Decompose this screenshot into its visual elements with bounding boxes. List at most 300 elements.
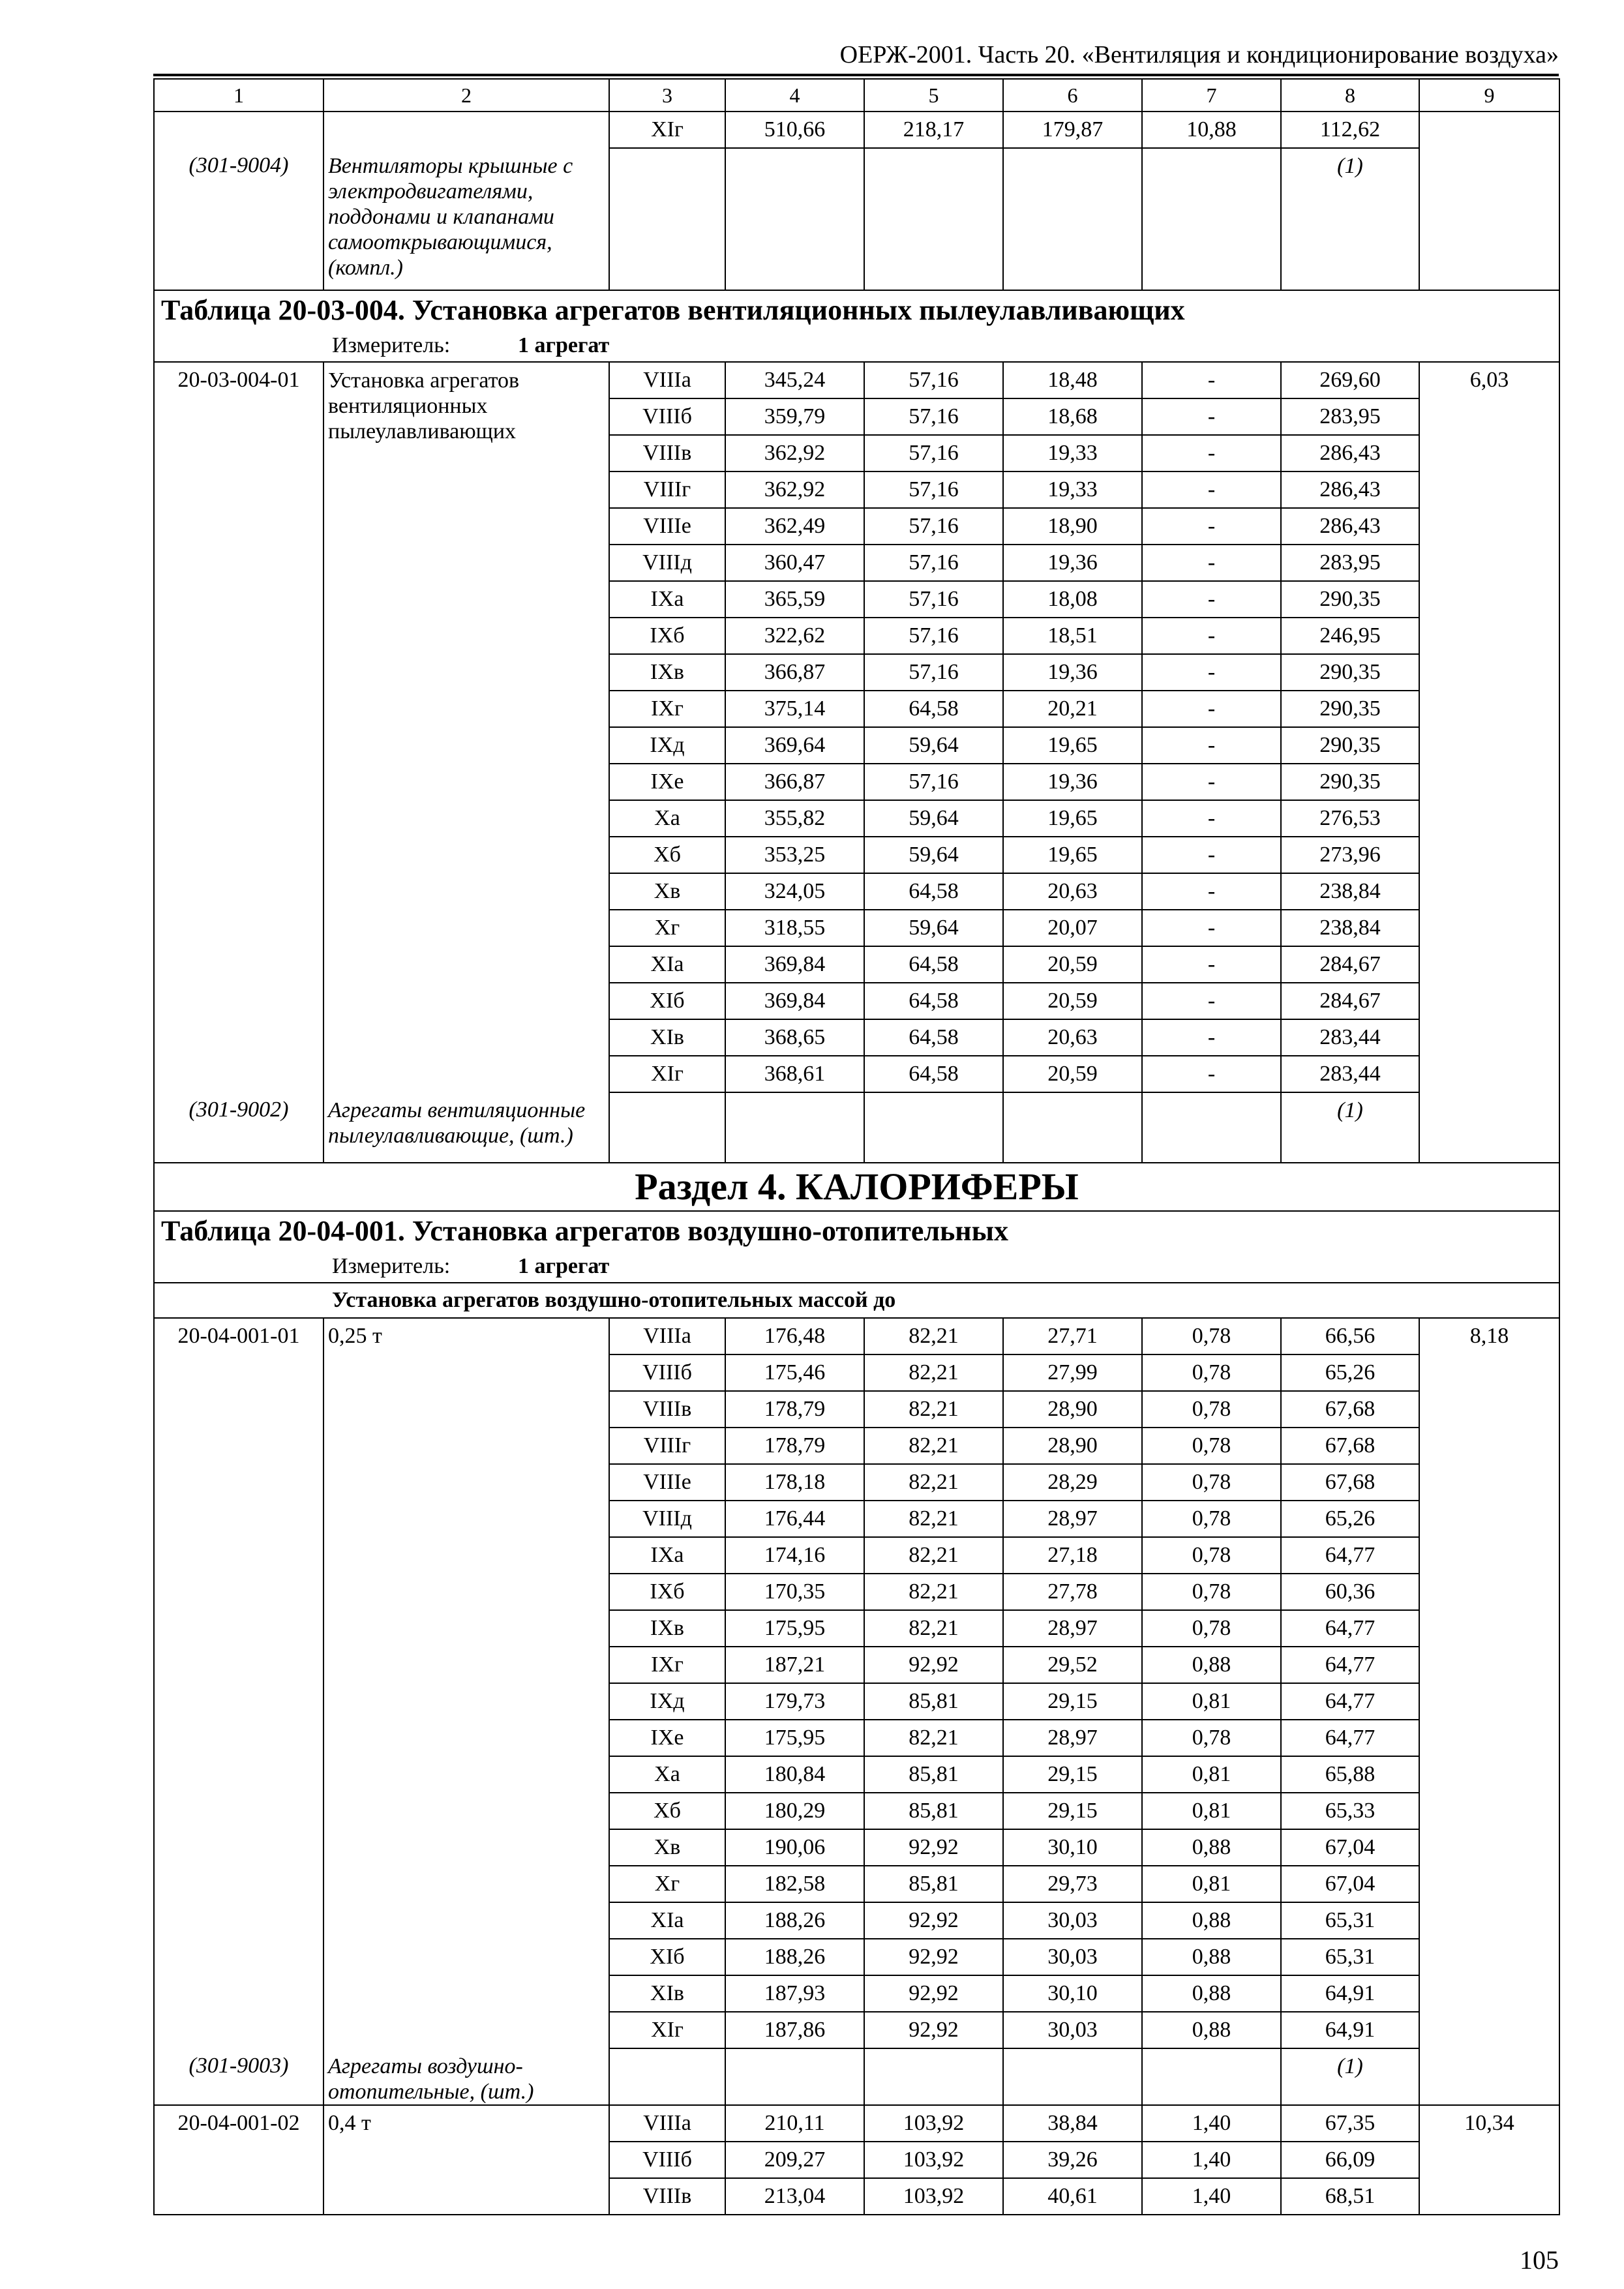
value-cell: 365,59	[725, 581, 864, 618]
value-cell: 0,78	[1142, 1318, 1281, 1354]
value-cell: 20,07	[1003, 910, 1142, 946]
value-cell: 64,77	[1281, 1720, 1419, 1756]
zone-cell: IXб	[609, 618, 725, 654]
value-cell: 0,78	[1142, 1537, 1281, 1574]
value-cell: 1,40	[1142, 2142, 1281, 2178]
subheading: Установка агрегатов воздушно-отопительных массой до	[154, 1283, 1559, 1318]
value-cell: -	[1142, 1019, 1281, 1056]
value-cell: 20,59	[1003, 1056, 1142, 1092]
value-cell: -	[1142, 910, 1281, 946]
table-title: Таблица 20-03-004. Установка агрегатов вентиляционных пылеулавливающих	[154, 290, 1559, 330]
value-cell: 176,44	[725, 1501, 864, 1537]
column-number-row	[154, 79, 1559, 112]
value-cell: 18,90	[1003, 508, 1142, 545]
value-cell: 0,78	[1142, 1464, 1281, 1501]
value-cell: 182,58	[725, 1866, 864, 1902]
measure	[154, 1251, 1559, 1283]
value-cell: 210,11	[725, 2105, 864, 2142]
value-cell: 375,14	[725, 691, 864, 727]
value-cell: 67,35	[1281, 2105, 1419, 2142]
value-cell: 510,66	[725, 112, 864, 148]
value-cell: 92,92	[864, 1939, 1003, 1975]
table-title-row	[154, 290, 1559, 330]
zone-cell: IXе	[609, 764, 725, 800]
item-c9: 10,34	[1419, 2105, 1559, 2215]
value-cell: 29,15	[1003, 1793, 1142, 1829]
value-cell: 92,92	[864, 1902, 1003, 1939]
zone-cell: IXа	[609, 581, 725, 618]
value-cell: 1,40	[1142, 2105, 1281, 2142]
value-cell: 29,15	[1003, 1683, 1142, 1720]
table-body	[154, 79, 1559, 2215]
value-cell: 18,51	[1003, 618, 1142, 654]
item-name: Установка агрегатов вентиляционных пылеулавливающих	[323, 362, 609, 1092]
value-cell: 19,33	[1003, 435, 1142, 471]
value-cell: 30,10	[1003, 1829, 1142, 1866]
value-cell: 103,92	[864, 2105, 1003, 2142]
value-cell: 67,04	[1281, 1866, 1419, 1902]
value-cell: 283,95	[1281, 398, 1419, 435]
value-cell: 286,43	[1281, 471, 1419, 508]
value-cell: 64,58	[864, 873, 1003, 910]
empty-cell	[725, 2048, 864, 2105]
value-cell: 57,16	[864, 618, 1003, 654]
value-cell: 218,17	[864, 112, 1003, 148]
resource-code: (301-9003)	[154, 2048, 323, 2105]
value-cell: 18,68	[1003, 398, 1142, 435]
price-table	[153, 78, 1560, 2215]
value-cell: -	[1142, 837, 1281, 873]
value-cell: 59,64	[864, 800, 1003, 837]
value-cell: 92,92	[864, 2012, 1003, 2048]
value-cell: 82,21	[864, 1501, 1003, 1537]
value-cell: 57,16	[864, 362, 1003, 398]
empty-cell	[609, 148, 725, 290]
column-number: 1	[154, 79, 323, 112]
empty-cell	[725, 1092, 864, 1163]
value-cell: 0,81	[1142, 1866, 1281, 1902]
value-cell: 67,68	[1281, 1428, 1419, 1464]
value-cell: 30,03	[1003, 2012, 1142, 2048]
value-cell: 57,16	[864, 581, 1003, 618]
value-cell: 283,95	[1281, 545, 1419, 581]
empty-cell	[1142, 148, 1281, 290]
value-cell: 28,97	[1003, 1501, 1142, 1537]
zone-cell: Xг	[609, 910, 725, 946]
value-cell: 175,95	[725, 1610, 864, 1647]
value-cell: 0,81	[1142, 1756, 1281, 1793]
value-cell: 190,06	[725, 1829, 864, 1866]
value-cell: 57,16	[864, 435, 1003, 471]
zone-cell: VIIIв	[609, 2178, 725, 2215]
value-cell: 283,44	[1281, 1019, 1419, 1056]
column-number: 3	[609, 79, 725, 112]
value-cell: -	[1142, 471, 1281, 508]
column-number: 6	[1003, 79, 1142, 112]
value-cell: 64,58	[864, 946, 1003, 983]
value-cell: 82,21	[864, 1537, 1003, 1574]
measure-row	[154, 330, 1559, 362]
value-cell: 27,18	[1003, 1537, 1142, 1574]
measure-unit: 1 агрегат	[518, 1254, 610, 1278]
value-cell: 40,61	[1003, 2178, 1142, 2215]
resource-row	[154, 2048, 1559, 2105]
value-cell: 19,33	[1003, 471, 1142, 508]
table-title-row	[154, 1211, 1559, 1251]
column-number: 2	[323, 79, 609, 112]
item-c9: 6,03	[1419, 362, 1559, 1163]
value-cell: 66,56	[1281, 1318, 1419, 1354]
zone-cell: VIIIв	[609, 435, 725, 471]
value-cell: -	[1142, 581, 1281, 618]
resource-row	[154, 148, 1559, 290]
value-cell: -	[1142, 618, 1281, 654]
value-cell: 82,21	[864, 1318, 1003, 1354]
value-cell: 92,92	[864, 1829, 1003, 1866]
value-cell: 64,77	[1281, 1647, 1419, 1683]
value-cell: 290,35	[1281, 691, 1419, 727]
value-cell: 0,88	[1142, 2012, 1281, 2048]
value-cell: 27,99	[1003, 1354, 1142, 1391]
value-cell: 65,26	[1281, 1354, 1419, 1391]
zone-cell: IXг	[609, 1647, 725, 1683]
page-header: ОЕРЖ-2001. Часть 20. «Вентиляция и кондиционирование воздуха»	[839, 41, 1559, 68]
resource-code: (301-9004)	[154, 148, 323, 290]
value-cell: -	[1142, 545, 1281, 581]
header-rule	[153, 74, 1559, 76]
value-cell: 0,78	[1142, 1501, 1281, 1537]
value-cell: 188,26	[725, 1939, 864, 1975]
empty-cell	[1142, 2048, 1281, 2105]
measure-label: Измеритель:	[332, 333, 451, 357]
value-cell: 187,21	[725, 1647, 864, 1683]
value-cell: 19,65	[1003, 800, 1142, 837]
value-cell: 103,92	[864, 2178, 1003, 2215]
table-title: Таблица 20-04-001. Установка агрегатов воздушно-отопительных	[154, 1211, 1559, 1251]
empty-cell	[154, 112, 323, 148]
value-cell: 0,78	[1142, 1610, 1281, 1647]
table-row	[154, 2105, 1559, 2142]
zone-cell: VIIIд	[609, 1501, 725, 1537]
value-cell: 178,79	[725, 1428, 864, 1464]
value-cell: 355,82	[725, 800, 864, 837]
value-cell: 57,16	[864, 508, 1003, 545]
resource-name: Агрегаты вентиляционные пылеулавливающие, (шт.)	[323, 1092, 609, 1163]
value-cell: -	[1142, 362, 1281, 398]
value-cell: -	[1142, 727, 1281, 764]
value-cell: 92,92	[864, 1647, 1003, 1683]
zone-cell: XIа	[609, 946, 725, 983]
value-cell: 28,97	[1003, 1610, 1142, 1647]
empty-cell	[864, 1092, 1003, 1163]
item-name: 0,4 т	[323, 2105, 609, 2215]
value-cell: 276,53	[1281, 800, 1419, 837]
column-number: 7	[1142, 79, 1281, 112]
value-cell: 57,16	[864, 764, 1003, 800]
value-cell: 57,16	[864, 654, 1003, 691]
value-cell: 246,95	[1281, 618, 1419, 654]
value-cell: 362,92	[725, 435, 864, 471]
value-cell: 0,78	[1142, 1428, 1281, 1464]
empty-cell	[864, 148, 1003, 290]
value-cell: 238,84	[1281, 873, 1419, 910]
measure-row	[154, 1251, 1559, 1283]
value-cell: 64,58	[864, 1019, 1003, 1056]
table-row	[154, 112, 1559, 148]
value-cell: 180,29	[725, 1793, 864, 1829]
column-number: 5	[864, 79, 1003, 112]
value-cell: 59,64	[864, 837, 1003, 873]
value-cell: 82,21	[864, 1464, 1003, 1501]
value-cell: 85,81	[864, 1756, 1003, 1793]
resource-qty: (1)	[1281, 148, 1419, 290]
value-cell: 213,04	[725, 2178, 864, 2215]
value-cell: 57,16	[864, 471, 1003, 508]
value-cell: 65,33	[1281, 1793, 1419, 1829]
zone-cell: XIв	[609, 1019, 725, 1056]
zone-cell: VIIIа	[609, 2105, 725, 2142]
value-cell: -	[1142, 691, 1281, 727]
value-cell: 18,48	[1003, 362, 1142, 398]
value-cell: 178,79	[725, 1391, 864, 1428]
value-cell: 0,88	[1142, 1939, 1281, 1975]
value-cell: -	[1142, 508, 1281, 545]
value-cell: 290,35	[1281, 581, 1419, 618]
empty-cell	[1003, 2048, 1142, 2105]
value-cell: 18,08	[1003, 581, 1142, 618]
value-cell: 85,81	[864, 1683, 1003, 1720]
value-cell: 20,59	[1003, 946, 1142, 983]
value-cell: 28,90	[1003, 1391, 1142, 1428]
value-cell: 64,91	[1281, 1975, 1419, 2012]
value-cell: 209,27	[725, 2142, 864, 2178]
value-cell: 238,84	[1281, 910, 1419, 946]
value-cell: -	[1142, 654, 1281, 691]
zone-cell: XIб	[609, 983, 725, 1019]
value-cell: 286,43	[1281, 508, 1419, 545]
value-cell: 176,48	[725, 1318, 864, 1354]
value-cell: 286,43	[1281, 435, 1419, 471]
value-cell: 369,84	[725, 946, 864, 983]
value-cell: 188,26	[725, 1902, 864, 1939]
item-code: 20-04-001-01	[154, 1318, 323, 2048]
value-cell: 103,92	[864, 2142, 1003, 2178]
value-cell: 269,60	[1281, 362, 1419, 398]
zone-cell: Xа	[609, 1756, 725, 1793]
value-cell: 369,64	[725, 727, 864, 764]
value-cell: 284,67	[1281, 983, 1419, 1019]
zone-cell: VIIIд	[609, 545, 725, 581]
value-cell: 20,59	[1003, 983, 1142, 1019]
value-cell: 273,96	[1281, 837, 1419, 873]
value-cell: 366,87	[725, 654, 864, 691]
column-number: 8	[1281, 79, 1419, 112]
value-cell: 30,03	[1003, 1902, 1142, 1939]
value-cell: 20,63	[1003, 1019, 1142, 1056]
value-cell: 64,91	[1281, 2012, 1419, 2048]
value-cell: 92,92	[864, 1975, 1003, 2012]
value-cell: 19,65	[1003, 837, 1142, 873]
value-cell: 175,95	[725, 1720, 864, 1756]
zone-cell: VIIIе	[609, 508, 725, 545]
value-cell: 66,09	[1281, 2142, 1419, 2178]
value-cell: 359,79	[725, 398, 864, 435]
value-cell: 10,88	[1142, 112, 1281, 148]
value-cell: 368,65	[725, 1019, 864, 1056]
section-row	[154, 1163, 1559, 1211]
resource-code: (301-9002)	[154, 1092, 323, 1163]
zone-cell: IXа	[609, 1537, 725, 1574]
value-cell: -	[1142, 800, 1281, 837]
table-row	[154, 1318, 1559, 1354]
value-cell: 67,04	[1281, 1829, 1419, 1866]
column-number: 9	[1419, 79, 1559, 112]
measure-label: Измеритель:	[332, 1254, 451, 1278]
resource-row	[154, 1092, 1559, 1163]
zone-cell: IXе	[609, 1720, 725, 1756]
value-cell: -	[1142, 946, 1281, 983]
value-cell: 28,97	[1003, 1720, 1142, 1756]
value-cell: 0,78	[1142, 1574, 1281, 1610]
measure	[154, 330, 1559, 362]
value-cell: 39,26	[1003, 2142, 1142, 2178]
value-cell: 290,35	[1281, 727, 1419, 764]
table-row	[154, 362, 1559, 398]
value-cell: 284,67	[1281, 946, 1419, 983]
resource-name: Вентиляторы крышные с электродвигателями, поддонами и клапанами самооткрывающимися, (компл.)	[323, 148, 609, 290]
value-cell: 82,21	[864, 1354, 1003, 1391]
value-cell: 60,36	[1281, 1574, 1419, 1610]
value-cell: 82,21	[864, 1391, 1003, 1428]
value-cell: 19,36	[1003, 654, 1142, 691]
value-cell: -	[1142, 983, 1281, 1019]
value-cell: 318,55	[725, 910, 864, 946]
value-cell: 0,78	[1142, 1720, 1281, 1756]
value-cell: 368,61	[725, 1056, 864, 1092]
empty-cell	[323, 112, 609, 148]
section-title: Раздел 4. КАЛОРИФЕРЫ	[154, 1163, 1559, 1211]
value-cell: 187,93	[725, 1975, 864, 2012]
value-cell: 290,35	[1281, 764, 1419, 800]
value-cell: 0,81	[1142, 1793, 1281, 1829]
zone-cell: VIIIа	[609, 362, 725, 398]
value-cell: 28,29	[1003, 1464, 1142, 1501]
empty-cell	[609, 2048, 725, 2105]
value-cell: -	[1142, 764, 1281, 800]
value-cell: 290,35	[1281, 654, 1419, 691]
value-cell: 64,58	[864, 691, 1003, 727]
zone-cell: XIг	[609, 2012, 725, 2048]
value-cell: 65,88	[1281, 1756, 1419, 1793]
value-cell: 85,81	[864, 1793, 1003, 1829]
zone-cell: IXв	[609, 654, 725, 691]
value-cell: 324,05	[725, 873, 864, 910]
empty-cell	[864, 2048, 1003, 2105]
zone-cell: VIIIб	[609, 398, 725, 435]
zone-cell: XIб	[609, 1939, 725, 1975]
value-cell: 283,44	[1281, 1056, 1419, 1092]
value-cell: 85,81	[864, 1866, 1003, 1902]
value-cell: 0,88	[1142, 1647, 1281, 1683]
value-cell: 360,47	[725, 545, 864, 581]
zone-cell: Xб	[609, 1793, 725, 1829]
zone-cell: IXг	[609, 691, 725, 727]
value-cell: 1,40	[1142, 2178, 1281, 2215]
value-cell: 0,78	[1142, 1354, 1281, 1391]
value-cell: 59,64	[864, 910, 1003, 946]
empty-cell	[1142, 1092, 1281, 1163]
zone-cell: Xг	[609, 1866, 725, 1902]
zone-cell: IXб	[609, 1574, 725, 1610]
zone-cell: IXд	[609, 1683, 725, 1720]
value-cell: 366,87	[725, 764, 864, 800]
value-cell: 64,77	[1281, 1537, 1419, 1574]
value-cell: 38,84	[1003, 2105, 1142, 2142]
zone-cell: VIIIб	[609, 2142, 725, 2178]
zone-cell: XIа	[609, 1902, 725, 1939]
zone-cell: IXв	[609, 1610, 725, 1647]
value-cell: 112,62	[1281, 112, 1419, 148]
zone-cell: Xв	[609, 873, 725, 910]
value-cell: 57,16	[864, 398, 1003, 435]
item-code: 20-03-004-01	[154, 362, 323, 1092]
zone-cell: Xв	[609, 1829, 725, 1866]
zone-cell: XIг	[609, 112, 725, 148]
value-cell: 0,88	[1142, 1902, 1281, 1939]
item-name: 0,25 т	[323, 1318, 609, 2048]
value-cell: 20,21	[1003, 691, 1142, 727]
zone-cell: Xб	[609, 837, 725, 873]
value-cell: 29,73	[1003, 1866, 1142, 1902]
value-cell: 0,88	[1142, 1829, 1281, 1866]
value-cell: 30,03	[1003, 1939, 1142, 1975]
value-cell: 30,10	[1003, 1975, 1142, 2012]
resource-qty: (1)	[1281, 1092, 1419, 1163]
zone-cell: VIIIб	[609, 1354, 725, 1391]
zone-cell: VIIIг	[609, 1428, 725, 1464]
empty-cell	[725, 148, 864, 290]
zone-cell: VIIIа	[609, 1318, 725, 1354]
value-cell: 362,92	[725, 471, 864, 508]
value-cell: 82,21	[864, 1610, 1003, 1647]
item-code: 20-04-001-02	[154, 2105, 323, 2215]
value-cell: 187,86	[725, 2012, 864, 2048]
value-cell: 180,84	[725, 1756, 864, 1793]
value-cell: 175,46	[725, 1354, 864, 1391]
value-cell: 57,16	[864, 545, 1003, 581]
value-cell: 28,90	[1003, 1428, 1142, 1464]
empty-cell	[1003, 1092, 1142, 1163]
value-cell: 68,51	[1281, 2178, 1419, 2215]
zone-cell: VIIIг	[609, 471, 725, 508]
column-number: 4	[725, 79, 864, 112]
value-cell: 0,81	[1142, 1683, 1281, 1720]
value-cell: 59,64	[864, 727, 1003, 764]
empty-cell	[1003, 148, 1142, 290]
value-cell: 29,15	[1003, 1756, 1142, 1793]
empty-cell	[1419, 112, 1559, 290]
zone-cell: VIIIе	[609, 1464, 725, 1501]
zone-cell: XIв	[609, 1975, 725, 2012]
zone-cell: VIIIв	[609, 1391, 725, 1428]
value-cell: 64,77	[1281, 1683, 1419, 1720]
empty-cell	[609, 1092, 725, 1163]
value-cell: 353,25	[725, 837, 864, 873]
value-cell: 0,78	[1142, 1391, 1281, 1428]
value-cell: 65,31	[1281, 1902, 1419, 1939]
value-cell: 362,49	[725, 508, 864, 545]
value-cell: 64,77	[1281, 1610, 1419, 1647]
